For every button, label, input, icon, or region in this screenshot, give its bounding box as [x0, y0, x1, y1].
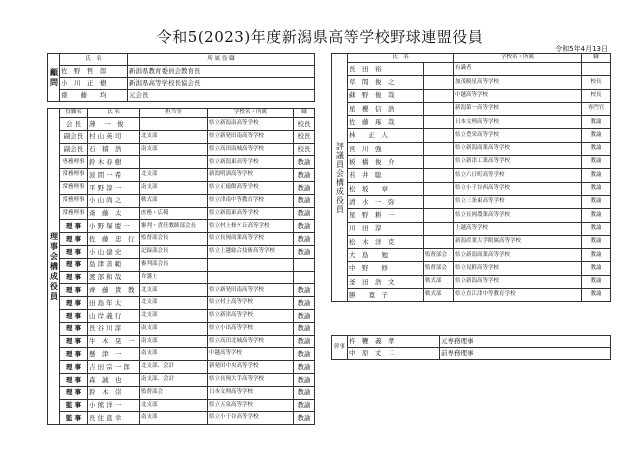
board-title: 常務理事: [60, 169, 88, 182]
board-role: 南支部: [140, 348, 208, 361]
council-job: 教諭: [582, 182, 611, 195]
council-name: 蘇 野 俊 哉: [348, 89, 424, 102]
board-school: 県立津南中等教育学校: [208, 194, 294, 207]
board-school: 県立高田南城高等学校: [208, 143, 294, 156]
council-school: 県立小千谷西高等学校: [454, 182, 582, 195]
advisor-post: 新潟県高等学校長協会長: [128, 78, 315, 90]
board-school: 県立小出高等学校: [208, 322, 294, 335]
table-row: [48, 130, 315, 143]
board-title: 副会長: [60, 143, 88, 156]
council-role: [424, 169, 454, 182]
council-job: 教諭: [582, 142, 611, 155]
board-name: 鈴 木 崇: [88, 386, 140, 399]
council-name: 川 田 淳: [348, 222, 424, 235]
council-role: [424, 182, 454, 195]
table-row: [332, 195, 611, 208]
council-role: [424, 89, 454, 102]
table-row: [48, 361, 315, 374]
council-job: [582, 63, 611, 76]
advisors-header-name: 氏 名: [60, 54, 128, 66]
council-role: [424, 195, 454, 208]
board-name: 島 津 善 範: [88, 258, 140, 271]
board-job: 教諭: [294, 309, 315, 322]
council-school: 県立見附高等学校: [454, 262, 582, 275]
table-row: [48, 412, 315, 425]
board-title: 理 事: [60, 386, 88, 399]
board-job: 校長: [294, 143, 315, 156]
board-name: 小 山 建 史: [88, 245, 140, 258]
council-school: 県立豊栄高等学校: [454, 129, 582, 142]
board-job: 教諭: [294, 373, 315, 386]
board-role: 南支部: [140, 322, 208, 335]
table-row: [332, 156, 611, 169]
council-school: 県立三条東高等学校: [454, 195, 582, 208]
council-job: 教諭: [582, 275, 611, 288]
board-role: 北支部: [140, 130, 208, 143]
board-job: 教諭: [294, 335, 315, 348]
council-job: 教諭: [582, 222, 611, 235]
council-role: [424, 63, 454, 76]
council-name: 佐 藤 琢 哉: [348, 116, 424, 129]
board-role: 庶務・広報: [140, 207, 208, 220]
board-job: 教諭: [294, 322, 315, 335]
board-name: 齊 藤 貴 教: [88, 284, 140, 297]
advisor-post: 新潟県教育委員会教育長: [128, 66, 315, 78]
advisor-name: 佐 野 哲 郎: [60, 66, 128, 78]
board-header-title: 役職名: [60, 109, 88, 118]
board-name: 村 山 英 司: [88, 130, 140, 143]
council-job: 教諭: [582, 156, 611, 169]
board-title: 会 長: [60, 118, 88, 131]
council-school: 上越高等学校: [454, 222, 582, 235]
board-role: [140, 118, 208, 131]
board-job: 校長: [294, 130, 315, 143]
board-job: [294, 258, 315, 271]
board-name: 山 岸 義 行: [88, 309, 140, 322]
board-name: 長 谷 川 淳: [88, 322, 140, 335]
council-job: 校長: [582, 89, 611, 102]
board-role: 審判・責任教師部会長: [140, 220, 208, 233]
table-row: [332, 129, 611, 142]
council-school: 県立新津工業高等学校: [454, 156, 582, 169]
council-name: 長 田 裕: [348, 63, 424, 76]
council-job: 教諭: [582, 116, 611, 129]
board-job: 教諭: [294, 220, 315, 233]
council-job: 教諭: [582, 209, 611, 222]
council-job: 校長: [582, 76, 611, 89]
board-job: 教諭: [294, 156, 315, 169]
board-school: 新発田中央高等学校: [208, 361, 294, 374]
board-table: [47, 108, 315, 425]
table-row: [48, 373, 315, 386]
table-row: [48, 194, 315, 207]
table-row: [332, 336, 611, 348]
advisors-section-label: 顧問: [48, 54, 60, 102]
board-header-job: 職: [294, 109, 315, 118]
board-job: 教諭: [294, 194, 315, 207]
table-row: [48, 66, 315, 78]
council-name: 星 櫻 信 浩: [348, 102, 424, 115]
table-row: [48, 245, 315, 258]
table-row: [48, 156, 315, 169]
board-name: 懸 津 一: [88, 348, 140, 361]
council-name: 若 井 聡: [348, 169, 424, 182]
council-school: 加茂暁星高等学校: [454, 76, 582, 89]
council-job: 教諭: [582, 262, 611, 275]
kanji-name: 杵 鞭 義 孝: [348, 336, 440, 348]
board-title: 常務理事: [60, 194, 88, 207]
council-role: [424, 142, 454, 155]
board-school: 中越高等学校: [208, 348, 294, 361]
board-school: 県立村上高等学校: [208, 297, 294, 310]
table-row: [48, 335, 315, 348]
table-row: [332, 102, 611, 115]
council-name: 星 野 耕 一: [348, 209, 424, 222]
board-title: 常務理事: [60, 207, 88, 220]
council-school: 新潟産業大学附属高等学校: [454, 235, 582, 248]
council-role: [424, 102, 454, 115]
table-row: [48, 220, 315, 233]
advisor-name: 小 川 正 樹: [60, 78, 128, 90]
board-header-role: 担当等: [140, 109, 208, 118]
board-school: 県立小千谷高等学校: [208, 412, 294, 425]
board-job: 教諭: [294, 169, 315, 182]
table-row: [332, 249, 611, 262]
board-school: 県立上越総合技術高等学校: [208, 245, 294, 258]
council-school: 日本文理高等学校: [454, 116, 582, 129]
board-school: 県立新発田南高等学校: [208, 284, 294, 297]
kanji-post: 前専務理事: [440, 348, 611, 360]
board-school: 県立村上桜ケ丘高等学校: [208, 220, 294, 233]
table-row: [48, 143, 315, 156]
council-header-name: 氏 名: [348, 54, 454, 63]
council-name: 釜 田 浩 文: [348, 275, 424, 288]
page-title: 令和5(2023)年度新潟県高等学校野球連盟役員: [156, 28, 484, 46]
council-role: [424, 222, 454, 235]
board-name: 平 野 淳 一: [88, 181, 140, 194]
council-name: 勝 寛 子: [348, 289, 424, 302]
council-school: 中越高等学校: [454, 89, 582, 102]
board-role: 南支部、会計: [140, 373, 208, 386]
board-title: 副会長: [60, 130, 88, 143]
council-role: [424, 209, 454, 222]
board-job: 校長: [294, 118, 315, 131]
council-school: 県立新潟高等学校: [454, 275, 582, 288]
board-role: 審判部会長: [140, 258, 208, 271]
board-role: 南支部: [140, 143, 208, 156]
board-school: 県立長岡大手高等学校: [208, 373, 294, 386]
kanji-table: [331, 335, 611, 360]
board-title: 理 事: [60, 348, 88, 361]
council-job: 専門官: [582, 102, 611, 115]
board-job: 教諭: [294, 412, 315, 425]
board-job: 教諭: [294, 348, 315, 361]
table-row: [332, 275, 611, 288]
table-row: [332, 235, 611, 248]
council-name: 宮 川 強: [348, 142, 424, 155]
council-header-job: 職: [582, 54, 611, 63]
council-job: 教諭: [582, 169, 611, 182]
table-row: [48, 348, 315, 361]
board-job: 教諭: [294, 181, 315, 194]
board-school: 県立新潟東高等学校: [208, 207, 294, 220]
board-role: 軟式部: [140, 194, 208, 207]
board-school: [208, 258, 294, 271]
table-row: [332, 182, 611, 195]
board-role: 北支部、会計: [140, 361, 208, 374]
council-job: 教諭: [582, 249, 611, 262]
board-title: 監 事: [60, 412, 88, 425]
council-name: 板 橋 俊 介: [348, 156, 424, 169]
council-name: 草 間 俊 之: [348, 76, 424, 89]
board-title: 理 事: [60, 258, 88, 271]
table-row: [48, 271, 315, 284]
table-row: [48, 258, 315, 271]
board-name: 田 島 年 太: [88, 297, 140, 310]
board-job: 教諭: [294, 399, 315, 412]
board-role: 監督部会長: [140, 233, 208, 246]
board-job: 教諭: [294, 386, 315, 399]
council-name: 松 坂 章: [348, 182, 424, 195]
council-school: 新潟第一高等学校: [454, 102, 582, 115]
council-name: 大 島 勉: [348, 249, 424, 262]
council-role: 監督部会: [424, 249, 454, 262]
board-name: 小 野 塚 慶 一: [88, 220, 140, 233]
table-row: [332, 169, 611, 182]
board-title: 理 事: [60, 309, 88, 322]
board-header-name: 氏 名: [88, 109, 140, 118]
board-name: 薄 一 俊: [88, 118, 140, 131]
table-row: [48, 284, 315, 297]
board-school: 県立新潟南高等学校: [208, 118, 294, 131]
board-school: [208, 271, 294, 284]
council-school: 県立六日町高等学校: [454, 169, 582, 182]
board-title: 理 事: [60, 361, 88, 374]
board-role: 北支部: [140, 284, 208, 297]
table-row: [332, 63, 611, 76]
council-school: 県立直江津中等教育学校: [454, 289, 582, 302]
board-name: 森 誠 也: [88, 373, 140, 386]
council-name: 中 野 修: [348, 262, 424, 275]
board-title: 理 事: [60, 322, 88, 335]
board-school: 日本文理高等学校: [208, 386, 294, 399]
table-row: [332, 76, 611, 89]
table-row: [48, 207, 315, 220]
board-role: 記録部会長: [140, 245, 208, 258]
board-job: 教諭: [294, 297, 315, 310]
council-role: [424, 129, 454, 142]
board-name: 石 積 浩: [88, 143, 140, 156]
council-school: 県立新潟商業高等学校: [454, 249, 582, 262]
table-row: [48, 386, 315, 399]
council-school: 有識者: [454, 63, 582, 76]
board-job: 教諭: [294, 361, 315, 374]
advisor-name: 齋 藤 均: [60, 90, 128, 102]
council-role: [424, 235, 454, 248]
council-section-label: 評議員会構成役員: [332, 54, 348, 302]
advisors-table: [47, 53, 315, 102]
kanji-section-label: 幹事: [332, 336, 348, 360]
board-title: 監 事: [60, 399, 88, 412]
council-role: 監督部会: [424, 262, 454, 275]
board-school: 県立高田北城高等学校: [208, 335, 294, 348]
advisor-post: 元会長: [128, 90, 315, 102]
kanji-post: 元専務理事: [440, 336, 611, 348]
board-title: 常務理事: [60, 181, 88, 194]
table-row: [332, 222, 611, 235]
council-school: 県立長岡農業高等学校: [454, 209, 582, 222]
board-job: 教諭: [294, 207, 315, 220]
date-label: 令和5年4月13日: [555, 45, 608, 53]
board-school: 県立正徳館高等学校: [208, 181, 294, 194]
table-row: [48, 322, 315, 335]
council-role: [424, 116, 454, 129]
board-title: 専務理事: [60, 156, 88, 169]
board-name: 小 熊 洋 一: [88, 399, 140, 412]
kanji-name: 中 原 丈 二: [348, 348, 440, 360]
board-role: 北支部: [140, 399, 208, 412]
table-row: [48, 169, 315, 182]
table-row: [48, 181, 315, 194]
table-row: [332, 142, 611, 155]
board-title: 理 事: [60, 271, 88, 284]
board-name: 佐 藤 忠 行: [88, 233, 140, 246]
council-job: 教諭: [582, 195, 611, 208]
board-title: 理 事: [60, 284, 88, 297]
board-role: 北支部: [140, 309, 208, 322]
board-title: 理 事: [60, 297, 88, 310]
board-role: 北支部: [140, 297, 208, 310]
board-job: 教諭: [294, 284, 315, 297]
table-row: [332, 289, 611, 302]
board-name: 牛 木 晃 一: [88, 335, 140, 348]
board-role: 南支部: [140, 181, 208, 194]
council-name: 林 正 人: [348, 129, 424, 142]
table-row: [332, 116, 611, 129]
board-title: 理 事: [60, 245, 88, 258]
table-row: [48, 78, 315, 90]
board-role: 南支部: [140, 335, 208, 348]
table-row: [48, 399, 315, 412]
table-row: [48, 118, 315, 131]
board-school: 新潟明訓高等学校: [208, 169, 294, 182]
board-job: [294, 271, 315, 284]
board-role: 監督部会: [140, 386, 208, 399]
board-title: 理 事: [60, 220, 88, 233]
table-row: [48, 309, 315, 322]
table-row: [332, 262, 611, 275]
table-row: [332, 89, 611, 102]
board-school: 県立新津高等学校: [208, 309, 294, 322]
council-job: 教諭: [582, 129, 611, 142]
table-row: [48, 90, 315, 102]
board-school: 県立新発田南高等学校: [208, 130, 294, 143]
board-name: 斎 藤 太: [88, 207, 140, 220]
council-school: 県立新潟商業高等学校: [454, 142, 582, 155]
board-school: 県立五泉高等学校: [208, 399, 294, 412]
board-job: 教諭: [294, 233, 315, 246]
council-name: 清 水 一 弥: [348, 195, 424, 208]
table-row: [48, 297, 315, 310]
table-row: [332, 348, 611, 360]
board-role: [140, 156, 208, 169]
table-row: [332, 209, 611, 222]
board-name: 長 住 直 幸: [88, 412, 140, 425]
board-title: 理 事: [60, 373, 88, 386]
council-role: 軟式部: [424, 289, 454, 302]
council-job: 教諭: [582, 235, 611, 248]
council-name: 松 木 洋 克: [348, 235, 424, 248]
council-table: [331, 53, 611, 302]
board-role: 北支部: [140, 169, 208, 182]
board-role: 南支部: [140, 412, 208, 425]
advisors-header-post: 所 属 役 職: [128, 54, 315, 66]
council-header-school: 学校名・所属: [454, 54, 582, 63]
board-name: 鈴 木 春 樹: [88, 156, 140, 169]
board-section-label: 理事会構成役員: [48, 109, 60, 425]
table-row: [48, 233, 315, 246]
board-title: 理 事: [60, 335, 88, 348]
board-role: 弁護士: [140, 271, 208, 284]
board-school: 県立新潟東高等学校: [208, 156, 294, 169]
board-name: 小 山 尚 之: [88, 194, 140, 207]
council-job: 教諭: [582, 289, 611, 302]
council-role: [424, 76, 454, 89]
board-name: 波 間 一 希: [88, 169, 140, 182]
board-school: 県立長岡商業高等学校: [208, 233, 294, 246]
board-name: 渡 部 和 哉: [88, 271, 140, 284]
board-header-school: 学校名・所属: [208, 109, 294, 118]
council-role: 軟式部: [424, 275, 454, 288]
board-job: 教諭: [294, 245, 315, 258]
council-role: [424, 156, 454, 169]
board-name: 吉 田 宗 一 郎: [88, 361, 140, 374]
board-title: 理 事: [60, 233, 88, 246]
